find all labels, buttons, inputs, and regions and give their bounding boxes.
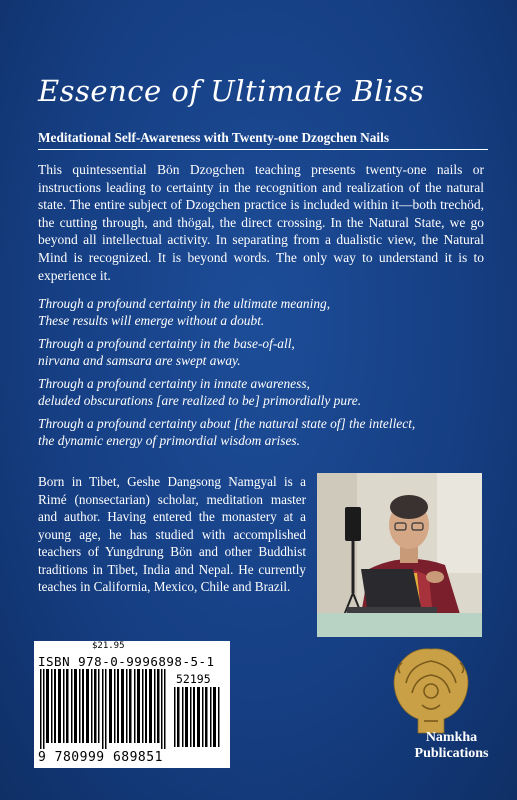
verse-line: These results will emerge without a doubt. (38, 312, 265, 328)
isbn-barcode (40, 669, 170, 749)
verse (38, 336, 488, 369)
price-code: 52195 (176, 672, 211, 686)
verses-block (38, 296, 488, 456)
price-label: $21.95 (92, 641, 125, 651)
verse (38, 296, 488, 329)
verse-line: Through a profound certainty in the base-of-all, (38, 336, 295, 351)
verse (38, 416, 488, 449)
isbn-text: ISBN 978-0-9996898-5-1 (38, 654, 215, 669)
verse-line: deluded obscurations [are realized to be] primordially pure. (38, 392, 362, 408)
verse-line: nirvana and samsara are swept away. (38, 352, 241, 368)
author-bio: Born in Tibet, Geshe Dangsong Namgyal is a Rimé (nonsectarian) scholar, meditation master and author. Having entered the monastery at a young age, he has studied with accomplished teachers of Yungdrung Bön and other Buddhist traditions in Tibet, India and Nepal. He currently teaches in California, Mexico, Chile and Brazil. (38, 474, 306, 594)
verse-line: Through a profound certainty about [the natural state of] the intellect, (38, 416, 416, 431)
publisher-name-line: Namkha (425, 730, 478, 745)
barcode-label (34, 641, 230, 768)
description-paragraph: This quintessential Bön Dzogchen teaching presents twenty-one nails or instructions leading to certainty in the recognition and realization of the natural state. The entire subject of Dzogchen practice is included within it—both trechöd, the cutting through, and thögal, the direct crossing. In the Natural State, we go beyond all intellectual activity. In separating from a dualistic view, the Natural Mind is recognized. It is beyond words. The only way to understand it is to experience it. (38, 162, 484, 283)
book-title: Essence of Ultimate Bliss (38, 74, 425, 108)
author-photo (317, 473, 482, 637)
book-subtitle: Meditational Self-Awareness with Twenty-one Dzogchen Nails (38, 130, 488, 150)
verse-line: Through a profound certainty in innate awareness, (38, 376, 310, 391)
verse-line: the dynamic energy of primordial wisdom arises. (38, 432, 300, 448)
price-barcode (174, 687, 224, 747)
ean-number: 9 780999 689851 (38, 750, 163, 765)
verse-line: Through a profound certainty in the ultimate meaning, (38, 296, 331, 311)
publisher-name (386, 730, 517, 762)
author-photo-illustration (317, 473, 482, 637)
publisher-name-line: Publications (414, 746, 489, 761)
verse (38, 376, 488, 409)
